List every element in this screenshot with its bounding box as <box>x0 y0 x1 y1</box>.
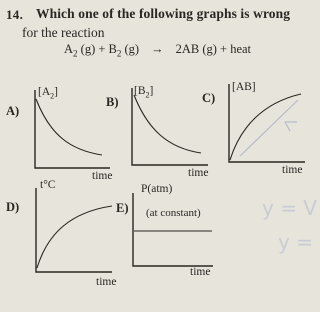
graph-d <box>36 188 112 272</box>
reactant-a-state: (g) + B <box>77 42 117 56</box>
graph-a-ylabel: $[A_2]$ <box>38 86 58 101</box>
graph-b-axes <box>132 88 208 165</box>
reaction-products: 2AB (g) + heat <box>175 42 252 56</box>
graph-c-curve <box>230 94 301 160</box>
option-d-label: D) <box>6 200 20 214</box>
question-number: 14. <box>6 7 24 22</box>
option-a-label: A) <box>6 104 20 118</box>
graph-c <box>229 84 305 162</box>
reactant-a-subscript: 2 <box>73 48 78 59</box>
graph-b-xlabel: time <box>188 167 209 179</box>
graph-e <box>133 193 213 266</box>
pencil-arrow-c <box>285 122 297 131</box>
graph-e-ylabel: P(atm) <box>141 183 173 195</box>
option-c-label: C) <box>202 91 216 105</box>
graph-a-axes <box>35 90 110 168</box>
graph-a-xlabel: time <box>92 170 113 182</box>
graph-b-curve <box>134 95 201 153</box>
option-b-label: B) <box>106 95 119 109</box>
question-text-continued: for the reaction <box>22 25 105 40</box>
option-e-label: E) <box>116 201 129 215</box>
graph-b <box>132 88 208 165</box>
graph-d-ylabel: t°C <box>40 179 56 191</box>
reaction-arrow: → <box>151 42 164 56</box>
graph-e-axes <box>133 193 213 266</box>
graph-c-ylabel: [AB] <box>232 81 256 93</box>
reactant-b-subscript: 2 <box>116 48 122 59</box>
graph-e-note: (at constant) <box>146 207 201 219</box>
graph-e-xlabel: time <box>190 266 211 278</box>
pencil-mark-c <box>240 100 298 156</box>
question-text: Which one of the following graphs is wrong <box>36 6 291 21</box>
handwritten-note-2: y = <box>278 230 313 254</box>
reactant-b-state: (g) <box>121 42 140 56</box>
graph-c-xlabel: time <box>282 164 303 176</box>
graph-d-curve <box>37 206 112 268</box>
reactant-a: A <box>64 42 74 56</box>
handwritten-note-1: y = V <box>262 196 317 220</box>
graph-d-xlabel: time <box>96 276 117 288</box>
graph-d-axes <box>36 188 112 272</box>
graph-b-ylabel: $[B_2]$ <box>134 85 154 100</box>
graph-a-curve <box>36 99 102 155</box>
graph-a <box>35 90 110 168</box>
